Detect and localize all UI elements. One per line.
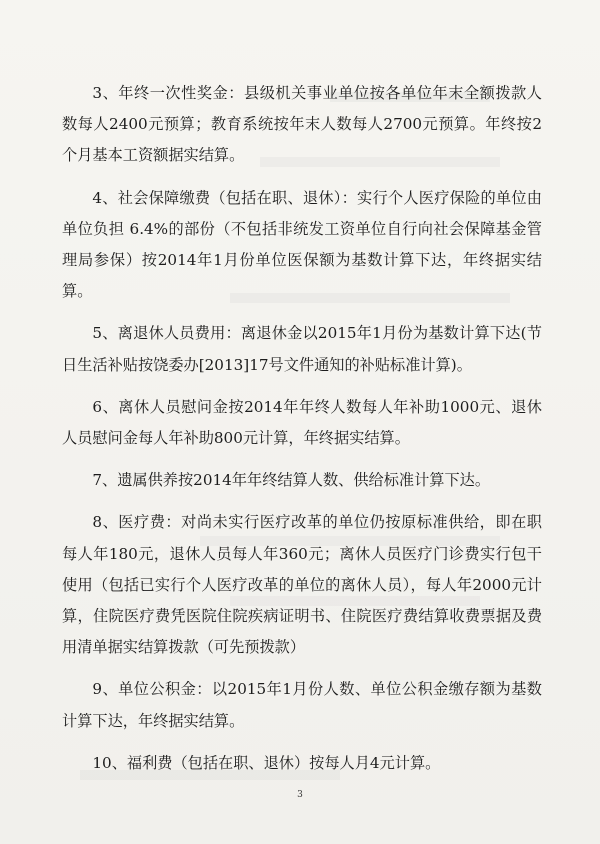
- paragraph-medical-costs: 8、医疗费：对尚未实行医疗改革的单位仍按原标准供给，即在职每人年180元，退休人员每人年360元；离休人员医疗门诊费实行包干使用（包括已实行个人医疗改革的单位的离休人员），每人年2000元计算，住院医疗费凭医院住院疾病证明书、住院医疗费结算收费票据及费用清单据实结算拨款（可先预拨款）: [62, 513, 542, 657]
- paragraph-welfare: 10、福利费（包括在职、退休）按每人月4元计算。: [92, 753, 441, 772]
- paragraph-year-end-bonus: 3、年终一次性奖金：县级机关事业单位按各单位年末全额拨款人数每人2400元预算；教育系统按年末人数每人2700元预算。年终按2个月基本工资额据实结算。: [62, 84, 542, 165]
- paragraph-retiree-costs: 5、离退休人员费用：离退休金以2015年1月份为基数计算下达(节日生活补贴按饶委办[2013]17号文件通知的补贴标准计算)。: [62, 324, 542, 374]
- document-body: [62, 78, 542, 779]
- paragraph-condolence-money: 6、离休人员慰问金按2014年年终人数每人年补助1000元、退休人员慰问金每人年补助800元计算，年终据实结算。: [62, 397, 542, 448]
- paragraph-housing-fund: 9、单位公积金：以2015年1月份人数、单位公积金缴存额为基数计算下达，年终据实结算。: [62, 680, 542, 730]
- page-number: 3: [297, 790, 303, 800]
- paragraph-social-security: 4、社会保障缴费（包括在职、退休）：实行个人医疗保险的单位由单位负担 6.4%的部份（不包括非统发工资单位自行向社会保障基金管理局参保）按2014年1月份单位医保额为基数计算下达，年终据实结算。: [62, 188, 542, 301]
- paragraph-dependents-support: 7、遗属供养按2014年年终结算人数、供给标准计算下达。: [92, 471, 491, 490]
